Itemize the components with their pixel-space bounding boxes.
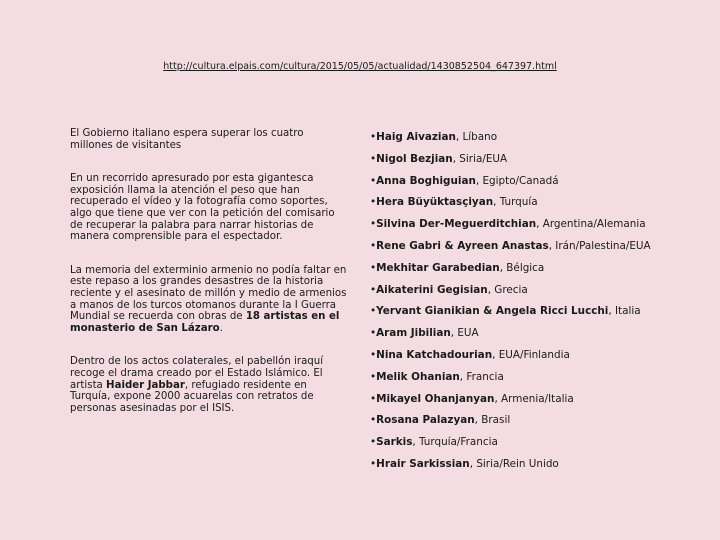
artist-place: , Brasil	[474, 414, 511, 427]
list-item	[370, 370, 710, 392]
bullet-icon: •	[370, 152, 377, 165]
artist-name: Nina Katchadourian	[376, 348, 493, 361]
artist-name: Haig Aivazian	[376, 131, 456, 143]
artist-name: Anna Boghiguian	[376, 174, 476, 187]
artist-place: , Grecia	[487, 283, 528, 296]
bullet-icon: •	[370, 218, 377, 231]
list-item	[370, 326, 710, 348]
bullet-icon: •	[370, 174, 377, 187]
bullet-icon: •	[370, 457, 377, 470]
artist-name: Mikayel Ohanjanyan	[376, 392, 495, 405]
paragraph-text: En un recorrido apresurado por esta gigantesca exposición llama la atención el peso que han recuperado el vídeo y la fotografía como soportes, algo que tiene que ver con la petición del comisario de recuperar la palabra para narrar historias de manera comprensible para el espectador.	[70, 173, 335, 243]
left-text-column	[70, 128, 348, 436]
artist-name: Sarkis	[376, 436, 413, 449]
list-item	[370, 435, 710, 457]
paragraph-bold-text: Haider Jabbar	[106, 379, 185, 391]
artist-name: Aikaterini Gegisian	[376, 283, 488, 296]
artist-name: Hera Büyüktasçiyan	[376, 196, 494, 209]
artist-name: Rene Gabri & Ayreen Anastas	[376, 239, 549, 252]
artist-list	[370, 130, 710, 479]
paragraph-text: La memoria del exterminio armenio no podía faltar en este repaso a los grandes desastres de la historia reciente y el asesinato de millón y medio de armenios a manos de los turcos otomanos durante la I Guerra Mundial se recuerda con obras de	[70, 264, 347, 323]
list-item	[370, 130, 710, 152]
bullet-icon: •	[370, 414, 377, 427]
artist-place: , Armenia/Italia	[494, 392, 574, 405]
artist-place: , Turquía/Francia	[412, 436, 498, 449]
source-url-link[interactable]: http://cultura.elpais.com/cultura/2015/05/05/actualidad/1430852504_647397.html	[163, 61, 557, 72]
artist-name: Mekhitar Garabedian	[376, 261, 500, 274]
artist-place: , Turquía	[493, 196, 538, 209]
paragraph-bold-text: 18 artistas en el monasterio de San Lázaro	[70, 311, 340, 334]
bullet-icon: •	[370, 305, 377, 318]
list-item	[370, 261, 710, 283]
paragraph	[70, 265, 348, 335]
bullet-icon: •	[370, 131, 377, 143]
list-item	[370, 195, 710, 217]
artist-name: Silvina Der-Meguerditchian	[376, 218, 537, 231]
artist-name: Melik Ohanian	[376, 370, 460, 383]
artist-place: , Líbano	[455, 131, 498, 143]
paragraph-text-end: , refugiado residente en Turquía, expone 2000 acuarelas con retratos de personas asesinadas por el ISIS.	[70, 379, 314, 414]
artist-place: , Siria/Rein Unido	[469, 457, 559, 470]
artist-place: , Francia	[459, 370, 504, 383]
artist-place: , EUA/Finlandia	[492, 348, 570, 361]
artist-name: Rosana Palazyan	[376, 414, 475, 427]
bullet-icon: •	[370, 283, 377, 296]
paragraph-text: El Gobierno italiano espera superar los cuatro millones de visitantes	[70, 128, 304, 151]
artist-place: , EUA	[450, 327, 479, 340]
artist-name: Hrair Sarkissian	[376, 457, 470, 470]
list-item	[370, 283, 710, 305]
bullet-icon: •	[370, 370, 377, 383]
list-item	[370, 392, 710, 414]
bullet-icon: •	[370, 436, 377, 449]
artist-place: , Bélgica	[499, 261, 545, 274]
artist-place: , Egipto/Canadá	[475, 174, 559, 187]
artist-place: , Irán/Palestina/EUA	[548, 239, 651, 252]
list-item	[370, 217, 710, 239]
list-item	[370, 174, 710, 196]
paragraph	[70, 356, 348, 414]
list-item	[370, 304, 710, 326]
bullet-icon: •	[370, 348, 377, 361]
bullet-icon: •	[370, 239, 377, 252]
bullet-icon: •	[370, 196, 377, 209]
artist-name: Yervant Gianikian & Angela Ricci Lucchi	[376, 305, 609, 318]
list-item	[370, 348, 710, 370]
list-item	[370, 152, 710, 174]
bullet-icon: •	[370, 392, 377, 405]
paragraph-text: Dentro de los actos colaterales, el pabellón iraquí recoge el drama creado por el Estado Islámico. El artista	[70, 356, 324, 391]
artist-place: , Italia	[608, 305, 641, 318]
paragraph	[70, 173, 348, 243]
list-item	[370, 413, 710, 435]
artist-name: Aram Jibilian	[376, 327, 451, 340]
artist-name: Nigol Bezjian	[376, 152, 453, 165]
artist-place: , Siria/EUA	[452, 152, 508, 165]
paragraph	[70, 128, 348, 151]
bullet-icon: •	[370, 327, 377, 340]
bullet-icon: •	[370, 261, 377, 274]
list-item	[370, 239, 710, 261]
artist-place: , Argentina/Alemania	[536, 218, 646, 231]
list-item	[370, 457, 710, 479]
paragraph-text-end: .	[219, 322, 223, 334]
